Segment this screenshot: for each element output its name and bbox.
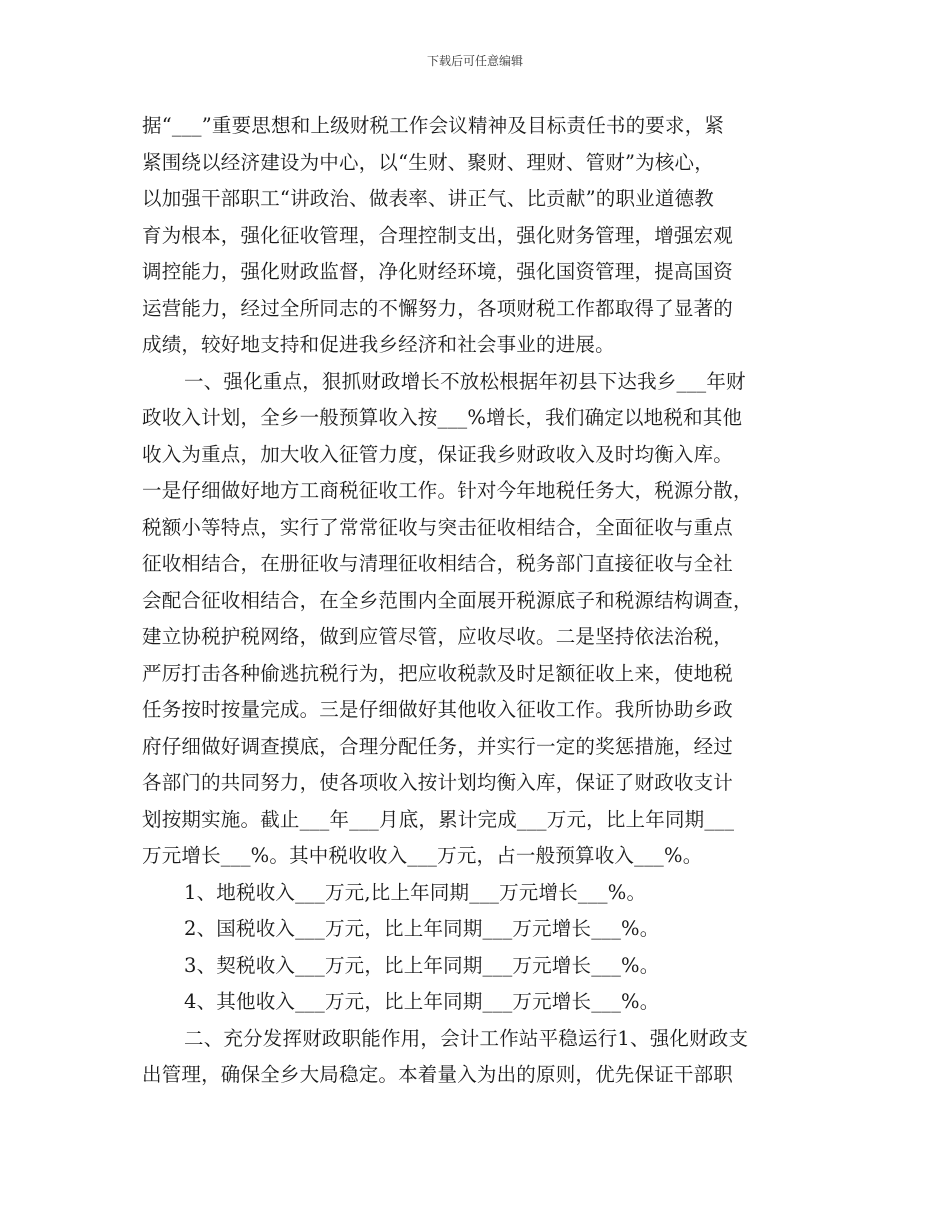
text-line: 育为根本，强化征收管理，合理控制支出，强化财务管理，增强宏观 (142, 223, 734, 247)
text-line: 征收相结合，在册征收与清理征收相结合，税务部门直接征收与全社 (142, 552, 734, 575)
text-line: 划按期实施。截止___年___月底，累计完成___万元，比上年同期___ (142, 807, 735, 831)
document-body (142, 108, 804, 1094)
text-line: 收入为重点，加大收入征管力度，保证我乡财政收入及时均衡入库。 (142, 442, 734, 466)
text-line: 政收入计划，全乡一般预算收入按___%增长，我们确定以地税和其他 (142, 406, 743, 429)
text-line: 运营能力，经过全所同志的不懈努力，各项财税工作都取得了显著的 (142, 296, 734, 320)
text-line: 1、地税收入___万元,比上年同期___万元增长___%。 (184, 880, 647, 904)
text-line: 府仔细做好调查摸底，合理分配任务，并实行一定的奖惩措施，经过 (142, 734, 734, 758)
text-line: 3、契税收入___万元，比上年同期___万元增长___%。 (184, 953, 660, 977)
text-line: 以加强干部职工“讲政治、做表率、讲正气、比贡献”的职业道德教 (142, 187, 714, 210)
text-line: 调控能力，强化财政监督，净化财经环境，强化国资管理，提高国资 (142, 260, 734, 283)
text-line: 据“___”重要思想和上级财税工作会议精神及目标责任书的要求，紧 (142, 114, 725, 137)
text-line: 会配合征收相结合，在全乡范围内全面展开税源底子和税源结构调查， (142, 588, 753, 612)
text-line: 2、国税收入___万元，比上年同期___万元增长___%。 (184, 917, 660, 940)
page-header: 下载后可任意编辑 (426, 54, 523, 68)
text-line: 4、其他收入___万元，比上年同期___万元增长___%。 (184, 990, 660, 1013)
text-line: 建立协税护税网络，做到应管尽管，应收尽收。二是坚持依法治税， (142, 625, 734, 648)
text-line: 成绩，较好地支持和促进我乡经济和社会事业的进展。 (142, 333, 615, 356)
text-line: 紧围绕以经济建设为中心，以“生财、聚财、理财、管财”为核心， (142, 150, 714, 174)
text-line: 任务按时按量完成。三是仔细做好其他收入征收工作。我所协助乡政 (142, 698, 734, 721)
text-line: 严厉打击各种偷逃抗税行为，把应收税款及时足额征收上来，使地税 (142, 661, 734, 685)
text-line: 一是仔细做好地方工商税征收工作。针对今年地税任务大，税源分散， (142, 479, 753, 502)
text-line: 万元增长___%。其中税收收入___万元，占一般预算收入___%。 (142, 844, 703, 867)
text-line: 出管理，确保全乡大局稳定。本着量入为出的原则，优先保证干部职 (142, 1063, 734, 1086)
text-line: 一、强化重点，狠抓财政增长不放松根据年初县下达我乡___年财 (184, 369, 746, 393)
text-line: 税额小等特点，实行了常常征收与突击征收相结合，全面征收与重点 (142, 515, 734, 539)
text-line: 二、充分发挥财政职能作用，会计工作站平稳运行1、强化财政支 (184, 1026, 749, 1050)
text-line: 各部门的共同努力，使各项收入按计划均衡入库，保证了财政收支计 (142, 771, 734, 794)
